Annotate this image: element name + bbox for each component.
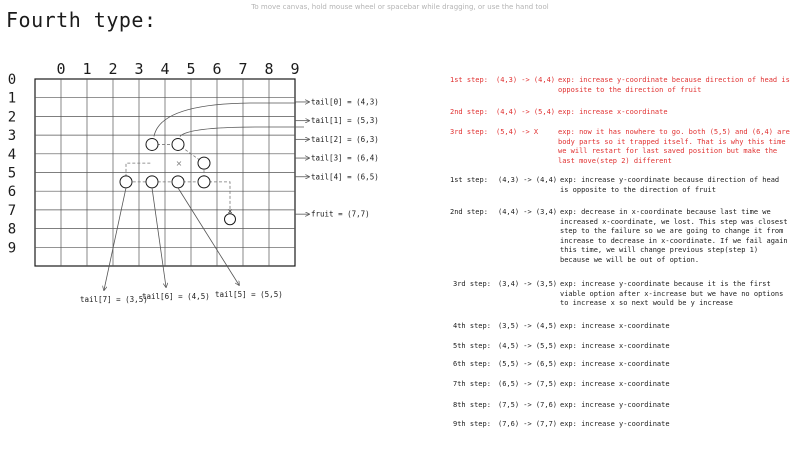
red-step-move: (5,4) -> X bbox=[496, 128, 539, 136]
step-move: (4,5) -> (5,5) bbox=[498, 342, 558, 350]
step-label: 3rd step: bbox=[453, 280, 491, 288]
step-move: (7,5) -> (7,6) bbox=[498, 401, 558, 409]
row-label: 5 bbox=[7, 165, 17, 182]
step-label: 2nd step: bbox=[450, 208, 488, 216]
tail-label: tail[1] = (5,3) bbox=[311, 116, 379, 126]
row-label: 6 bbox=[7, 184, 17, 201]
step-explanation: exp: increase y-coordinate bbox=[560, 420, 670, 428]
row-label: 3 bbox=[7, 128, 17, 145]
step-explanation: exp: increase x-coordinate bbox=[560, 322, 670, 330]
tail-label: tail[6] = (4,5) bbox=[142, 292, 210, 301]
step-move: (4,3) -> (4,4) bbox=[498, 176, 558, 184]
tail-label: tail[2] = (6,3) bbox=[311, 134, 379, 144]
step-move: (6,5) -> (7,5) bbox=[498, 380, 558, 388]
red-step-label: 3rd step: bbox=[450, 128, 488, 136]
step-explanation: exp: increase y-coordinate because direction of head is opposite to the direction of fruit bbox=[560, 176, 780, 194]
step-move: (3,5) -> (4,5) bbox=[498, 322, 558, 330]
step-move: (3,4) -> (3,5) bbox=[498, 280, 558, 288]
row-label: 4 bbox=[7, 146, 17, 163]
step-label: 6th step: bbox=[453, 360, 491, 368]
column-label: 2 bbox=[108, 60, 118, 78]
column-label: 3 bbox=[134, 60, 144, 78]
row-label: 9 bbox=[7, 240, 17, 257]
column-label: 6 bbox=[212, 60, 222, 78]
red-step-explanation: exp: now it has nowhere to go. both (5,5) and (6,4) are body parts so it trapped itself. That is why this time we will restart for last saved position but make the last move(step 2) different bbox=[558, 128, 790, 165]
red-step-label: 1st step: bbox=[450, 76, 488, 84]
column-label: 8 bbox=[264, 60, 274, 78]
step-label: 5th step: bbox=[453, 342, 491, 350]
page-title: Fourth type: bbox=[6, 8, 157, 32]
step-explanation: exp: increase x-coordinate bbox=[560, 360, 670, 368]
tail-label: tail[3] = (6,4) bbox=[311, 153, 379, 163]
step-label: 1st step: bbox=[450, 176, 488, 184]
column-label: 4 bbox=[160, 60, 170, 78]
step-explanation: exp: increase y-coordinate bbox=[560, 401, 670, 409]
red-step-move: (4,4) -> (5,4) bbox=[496, 108, 556, 116]
step-explanation: exp: increase x-coordinate bbox=[560, 380, 670, 388]
column-label: 0 bbox=[56, 60, 66, 78]
x-mark: × bbox=[175, 159, 183, 169]
red-step-move: (4,3) -> (4,4) bbox=[496, 76, 556, 84]
row-label: 0 bbox=[7, 72, 17, 88]
row-label: 2 bbox=[7, 109, 17, 126]
row-label: 1 bbox=[7, 90, 17, 107]
step-label: 4th step: bbox=[453, 322, 491, 330]
step-explanation: exp: increase x-coordinate bbox=[560, 342, 670, 350]
step-label: 8th step: bbox=[453, 401, 491, 409]
tail-label: tail[0] = (4,3) bbox=[311, 97, 379, 107]
column-label: 1 bbox=[82, 60, 92, 78]
red-step-explanation: exp: increase x-coordinate bbox=[558, 108, 668, 116]
fruit-marker-x: × bbox=[227, 207, 233, 216]
red-step-explanation: exp: increase y-coordinate because direction of head is opposite to the direction of fruit bbox=[558, 76, 790, 94]
column-label: 7 bbox=[238, 60, 248, 78]
step-label: 9th step: bbox=[453, 420, 491, 428]
column-label: 9 bbox=[290, 60, 300, 78]
row-label: 8 bbox=[7, 221, 17, 238]
step-move: (5,5) -> (6,5) bbox=[498, 360, 558, 368]
step-move: (4,4) -> (3,4) bbox=[498, 208, 558, 216]
tail-label: tail[7] = (3,5) bbox=[80, 295, 148, 304]
step-explanation: exp: increase y-coordinate because it is the first viable option after x-increase but we have no options to increase x so next would be y increase bbox=[560, 280, 784, 307]
step-explanation: exp: decrease in x-coordinate because last time we increased x-coordinate, we lost. This step was closest step to the failure so we are going to change it from increase to decrease in x-coordinate. If we fail again this time, we will change previous step(step 1) because we will be out of option. bbox=[560, 208, 788, 264]
canvas-hint: To move canvas, hold mouse wheel or spacebar while dragging, or use the hand tool bbox=[251, 3, 549, 11]
tail-label: tail[4] = (6,5) bbox=[311, 172, 379, 182]
step-label: 7th step: bbox=[453, 380, 491, 388]
column-label: 5 bbox=[186, 60, 196, 78]
red-step-label: 2nd step: bbox=[450, 108, 488, 116]
row-label: 7 bbox=[7, 202, 17, 219]
tail-label: fruit = (7,7) bbox=[311, 209, 370, 219]
tail-label: tail[5] = (5,5) bbox=[215, 290, 283, 299]
step-move: (7,6) -> (7,7) bbox=[498, 420, 558, 428]
